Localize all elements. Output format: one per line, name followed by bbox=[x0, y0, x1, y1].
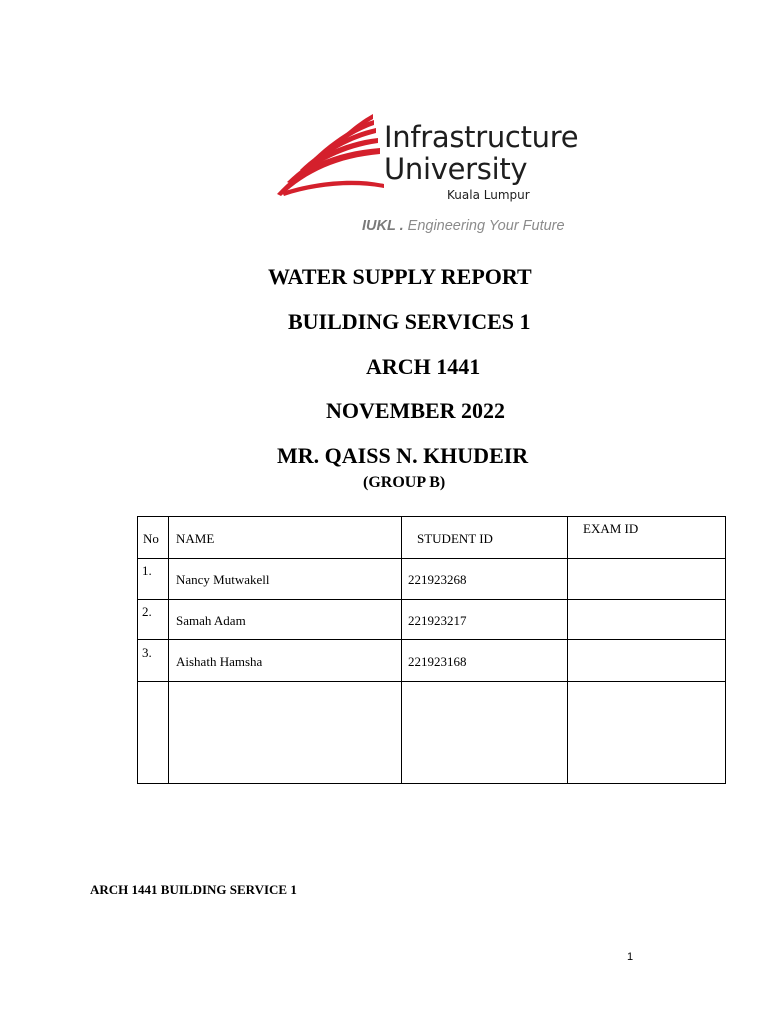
row-name-text: Samah Adam bbox=[176, 613, 246, 628]
row-no bbox=[138, 682, 169, 784]
footer-title: ARCH 1441 BUILDING SERVICE 1 bbox=[90, 882, 297, 897]
row-student-id bbox=[402, 682, 568, 784]
group-label: (GROUP B) bbox=[363, 474, 446, 491]
report-date: NOVEMBER 2022 bbox=[326, 398, 506, 423]
logo-tagline bbox=[362, 218, 565, 234]
table-row bbox=[138, 600, 726, 640]
page-number: 1 bbox=[627, 951, 634, 963]
row-student-id bbox=[402, 559, 568, 600]
header-student-id-label: STUDENT ID bbox=[417, 531, 493, 546]
table-header-row bbox=[138, 517, 726, 559]
row-no-text: 1. bbox=[142, 563, 152, 578]
lecturer-name: MR. QAISS N. KHUDEIR bbox=[277, 443, 529, 468]
header-no-label: No bbox=[143, 531, 159, 546]
row-name bbox=[169, 559, 402, 600]
row-exam-id bbox=[568, 682, 726, 784]
row-student-id bbox=[402, 600, 568, 640]
row-no bbox=[138, 640, 169, 682]
row-no bbox=[138, 559, 169, 600]
row-no-text: 2. bbox=[142, 604, 152, 619]
row-no bbox=[138, 600, 169, 640]
header-exam-id bbox=[568, 517, 726, 559]
row-name bbox=[169, 600, 402, 640]
logo-tagline-text: Engineering Your Future bbox=[407, 218, 565, 234]
student-table bbox=[137, 516, 726, 784]
report-title: WATER SUPPLY REPORT bbox=[268, 264, 532, 289]
row-student-id-text: 221923217 bbox=[408, 613, 467, 628]
course-title: BUILDING SERVICES 1 bbox=[288, 309, 531, 334]
row-student-id bbox=[402, 640, 568, 682]
table-row bbox=[138, 640, 726, 682]
table-row bbox=[138, 682, 726, 784]
header-student-id bbox=[402, 517, 568, 559]
row-name bbox=[169, 640, 402, 682]
logo-tagline-brand: IUKL . bbox=[362, 218, 404, 234]
report-title-row bbox=[0, 264, 768, 294]
row-exam-id bbox=[568, 559, 726, 600]
lecturer-row bbox=[0, 443, 768, 473]
row-name-text: Nancy Mutwakell bbox=[176, 572, 270, 587]
logo-text-line2: University bbox=[384, 152, 528, 186]
row-name-text: Aishath Hamsha bbox=[176, 654, 263, 669]
header-exam-id-label: EXAM ID bbox=[583, 521, 639, 536]
group-row bbox=[0, 474, 768, 496]
row-name bbox=[169, 682, 402, 784]
open-book-logo-icon bbox=[272, 112, 387, 202]
row-exam-id bbox=[568, 640, 726, 682]
course-code: ARCH 1441 bbox=[366, 354, 481, 379]
logo-text-line1: Infrastructure bbox=[384, 120, 579, 154]
row-no-text: 3. bbox=[142, 645, 152, 660]
header-no bbox=[138, 517, 169, 559]
row-student-id-text: 221923268 bbox=[408, 572, 467, 587]
header-name-label: NAME bbox=[176, 531, 215, 546]
date-row bbox=[0, 398, 768, 428]
logo-text-line3: Kuala Lumpur bbox=[447, 188, 530, 202]
course-code-row bbox=[0, 354, 768, 384]
header-name bbox=[169, 517, 402, 559]
row-exam-id bbox=[568, 600, 726, 640]
table-row bbox=[138, 559, 726, 600]
row-student-id-text: 221923168 bbox=[408, 654, 467, 669]
course-title-row bbox=[0, 309, 768, 339]
university-logo bbox=[272, 112, 592, 242]
